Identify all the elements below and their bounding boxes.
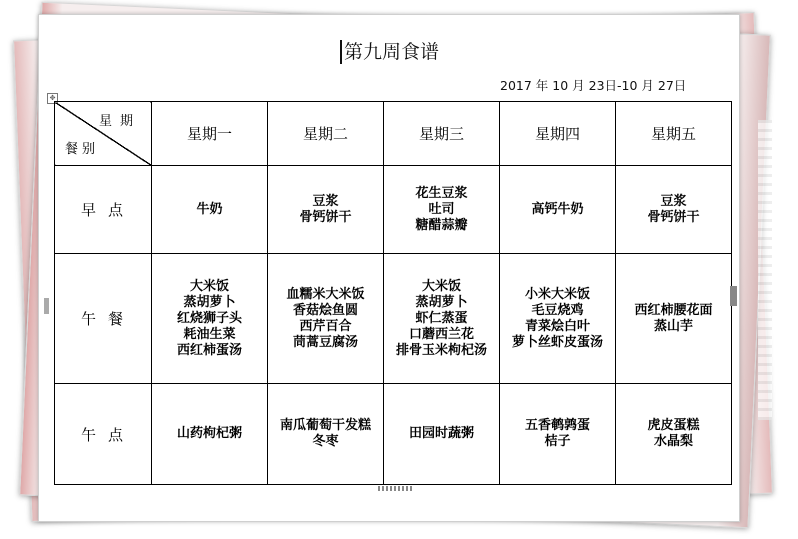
weekday-axis-label: 星期 bbox=[98, 114, 141, 129]
dish-cell bbox=[616, 166, 732, 254]
dish-item: 香菇烩鱼圆 bbox=[292, 302, 358, 318]
dish-item: 西红柿腰花面 bbox=[634, 302, 713, 318]
dish-item: 虎皮蛋糕 bbox=[647, 418, 700, 433]
dish-item: 西芹百合 bbox=[299, 318, 352, 334]
dish-item: 冬枣 bbox=[312, 434, 339, 449]
dish-item: 山药枸杞粥 bbox=[176, 426, 242, 441]
table-header-row bbox=[55, 102, 732, 166]
table-move-handle-icon[interactable]: ✥ bbox=[47, 93, 58, 104]
table-resize-handle[interactable] bbox=[378, 486, 412, 491]
dish-cell bbox=[268, 254, 384, 384]
dish-item: 豆浆 bbox=[312, 193, 339, 209]
left-ruler-marker bbox=[44, 298, 49, 314]
dish-cell bbox=[152, 254, 268, 384]
day-header-friday: 星期五 bbox=[616, 102, 732, 166]
dish-item: 骨钙饼干 bbox=[299, 209, 352, 225]
dish-item: 口蘑西兰花 bbox=[408, 326, 474, 342]
date-range: 2017 年 10 月 23日-10 月 27日 bbox=[500, 78, 687, 93]
dish-cell bbox=[500, 254, 616, 384]
dish-cell bbox=[500, 166, 616, 254]
meal-label-afternoon-snack: 午点 bbox=[55, 384, 152, 485]
dish-item: 吐司 bbox=[428, 201, 455, 217]
dish-cell bbox=[384, 166, 500, 254]
dish-cell bbox=[500, 384, 616, 485]
dish-item: 耗油生菜 bbox=[183, 326, 236, 342]
dish-item: 水晶梨 bbox=[653, 434, 693, 449]
table-row-breakfast bbox=[55, 166, 732, 254]
dish-item: 虾仁蒸蛋 bbox=[415, 310, 468, 326]
dish-item: 蒸胡萝卜 bbox=[415, 294, 468, 310]
document-title[interactable]: 第九周食谱 bbox=[340, 40, 439, 64]
dish-cell bbox=[616, 384, 732, 485]
day-header-tuesday: 星期二 bbox=[268, 102, 384, 166]
meal-axis-label: 餐别 bbox=[65, 142, 100, 157]
day-header-monday: 星期一 bbox=[152, 102, 268, 166]
dish-cell bbox=[384, 384, 500, 485]
meal-label-breakfast: 早点 bbox=[55, 166, 152, 254]
dish-cell bbox=[616, 254, 732, 384]
dish-item: 大米饭 bbox=[421, 278, 461, 294]
dish-item: 牛奶 bbox=[196, 201, 223, 217]
dish-cell bbox=[268, 166, 384, 254]
table-row-lunch bbox=[55, 254, 732, 384]
day-header-thursday: 星期四 bbox=[500, 102, 616, 166]
meal-label-lunch: 午餐 bbox=[55, 254, 152, 384]
dish-item: 红烧狮子头 bbox=[176, 310, 242, 326]
dish-item: 骨钙饼干 bbox=[647, 209, 700, 225]
dish-item: 排骨玉米枸杞汤 bbox=[395, 342, 487, 358]
dish-item: 萝卜丝虾皮蛋汤 bbox=[511, 334, 603, 350]
dish-item: 茼蒿豆腐汤 bbox=[292, 334, 358, 350]
dish-item: 桔子 bbox=[544, 434, 571, 449]
frame-edge-decoration bbox=[758, 120, 772, 420]
dish-item: 豆浆 bbox=[660, 193, 687, 209]
dish-cell bbox=[384, 254, 500, 384]
diagonal-header-cell bbox=[55, 102, 152, 166]
dish-item: 田园时蔬粥 bbox=[408, 426, 474, 441]
dish-cell bbox=[268, 384, 384, 485]
dish-item: 花生豆浆 bbox=[415, 185, 468, 201]
dish-item: 高钙牛奶 bbox=[531, 201, 584, 217]
dish-item: 糖醋蒜瓣 bbox=[415, 217, 468, 233]
dish-item: 小米大米饭 bbox=[524, 286, 590, 302]
dish-item: 南瓜葡萄干发糕 bbox=[279, 418, 371, 433]
weekly-menu-table bbox=[54, 101, 732, 485]
right-ruler-marker bbox=[730, 286, 737, 306]
day-header-wednesday: 星期三 bbox=[384, 102, 500, 166]
dish-cell bbox=[152, 384, 268, 485]
dish-cell bbox=[152, 166, 268, 254]
dish-item: 西红柿蛋汤 bbox=[176, 342, 242, 358]
dish-item: 血糯米大米饭 bbox=[286, 286, 365, 302]
dish-item: 蒸胡萝卜 bbox=[183, 294, 236, 310]
dish-item: 毛豆烧鸡 bbox=[531, 302, 584, 318]
dish-item: 五香鹌鹑蛋 bbox=[524, 418, 590, 433]
table-row-afternoon-snack bbox=[55, 384, 732, 485]
dish-item: 蒸山芋 bbox=[653, 318, 693, 334]
dish-item: 青菜烩白叶 bbox=[524, 318, 590, 334]
dish-item: 大米饭 bbox=[189, 278, 229, 294]
